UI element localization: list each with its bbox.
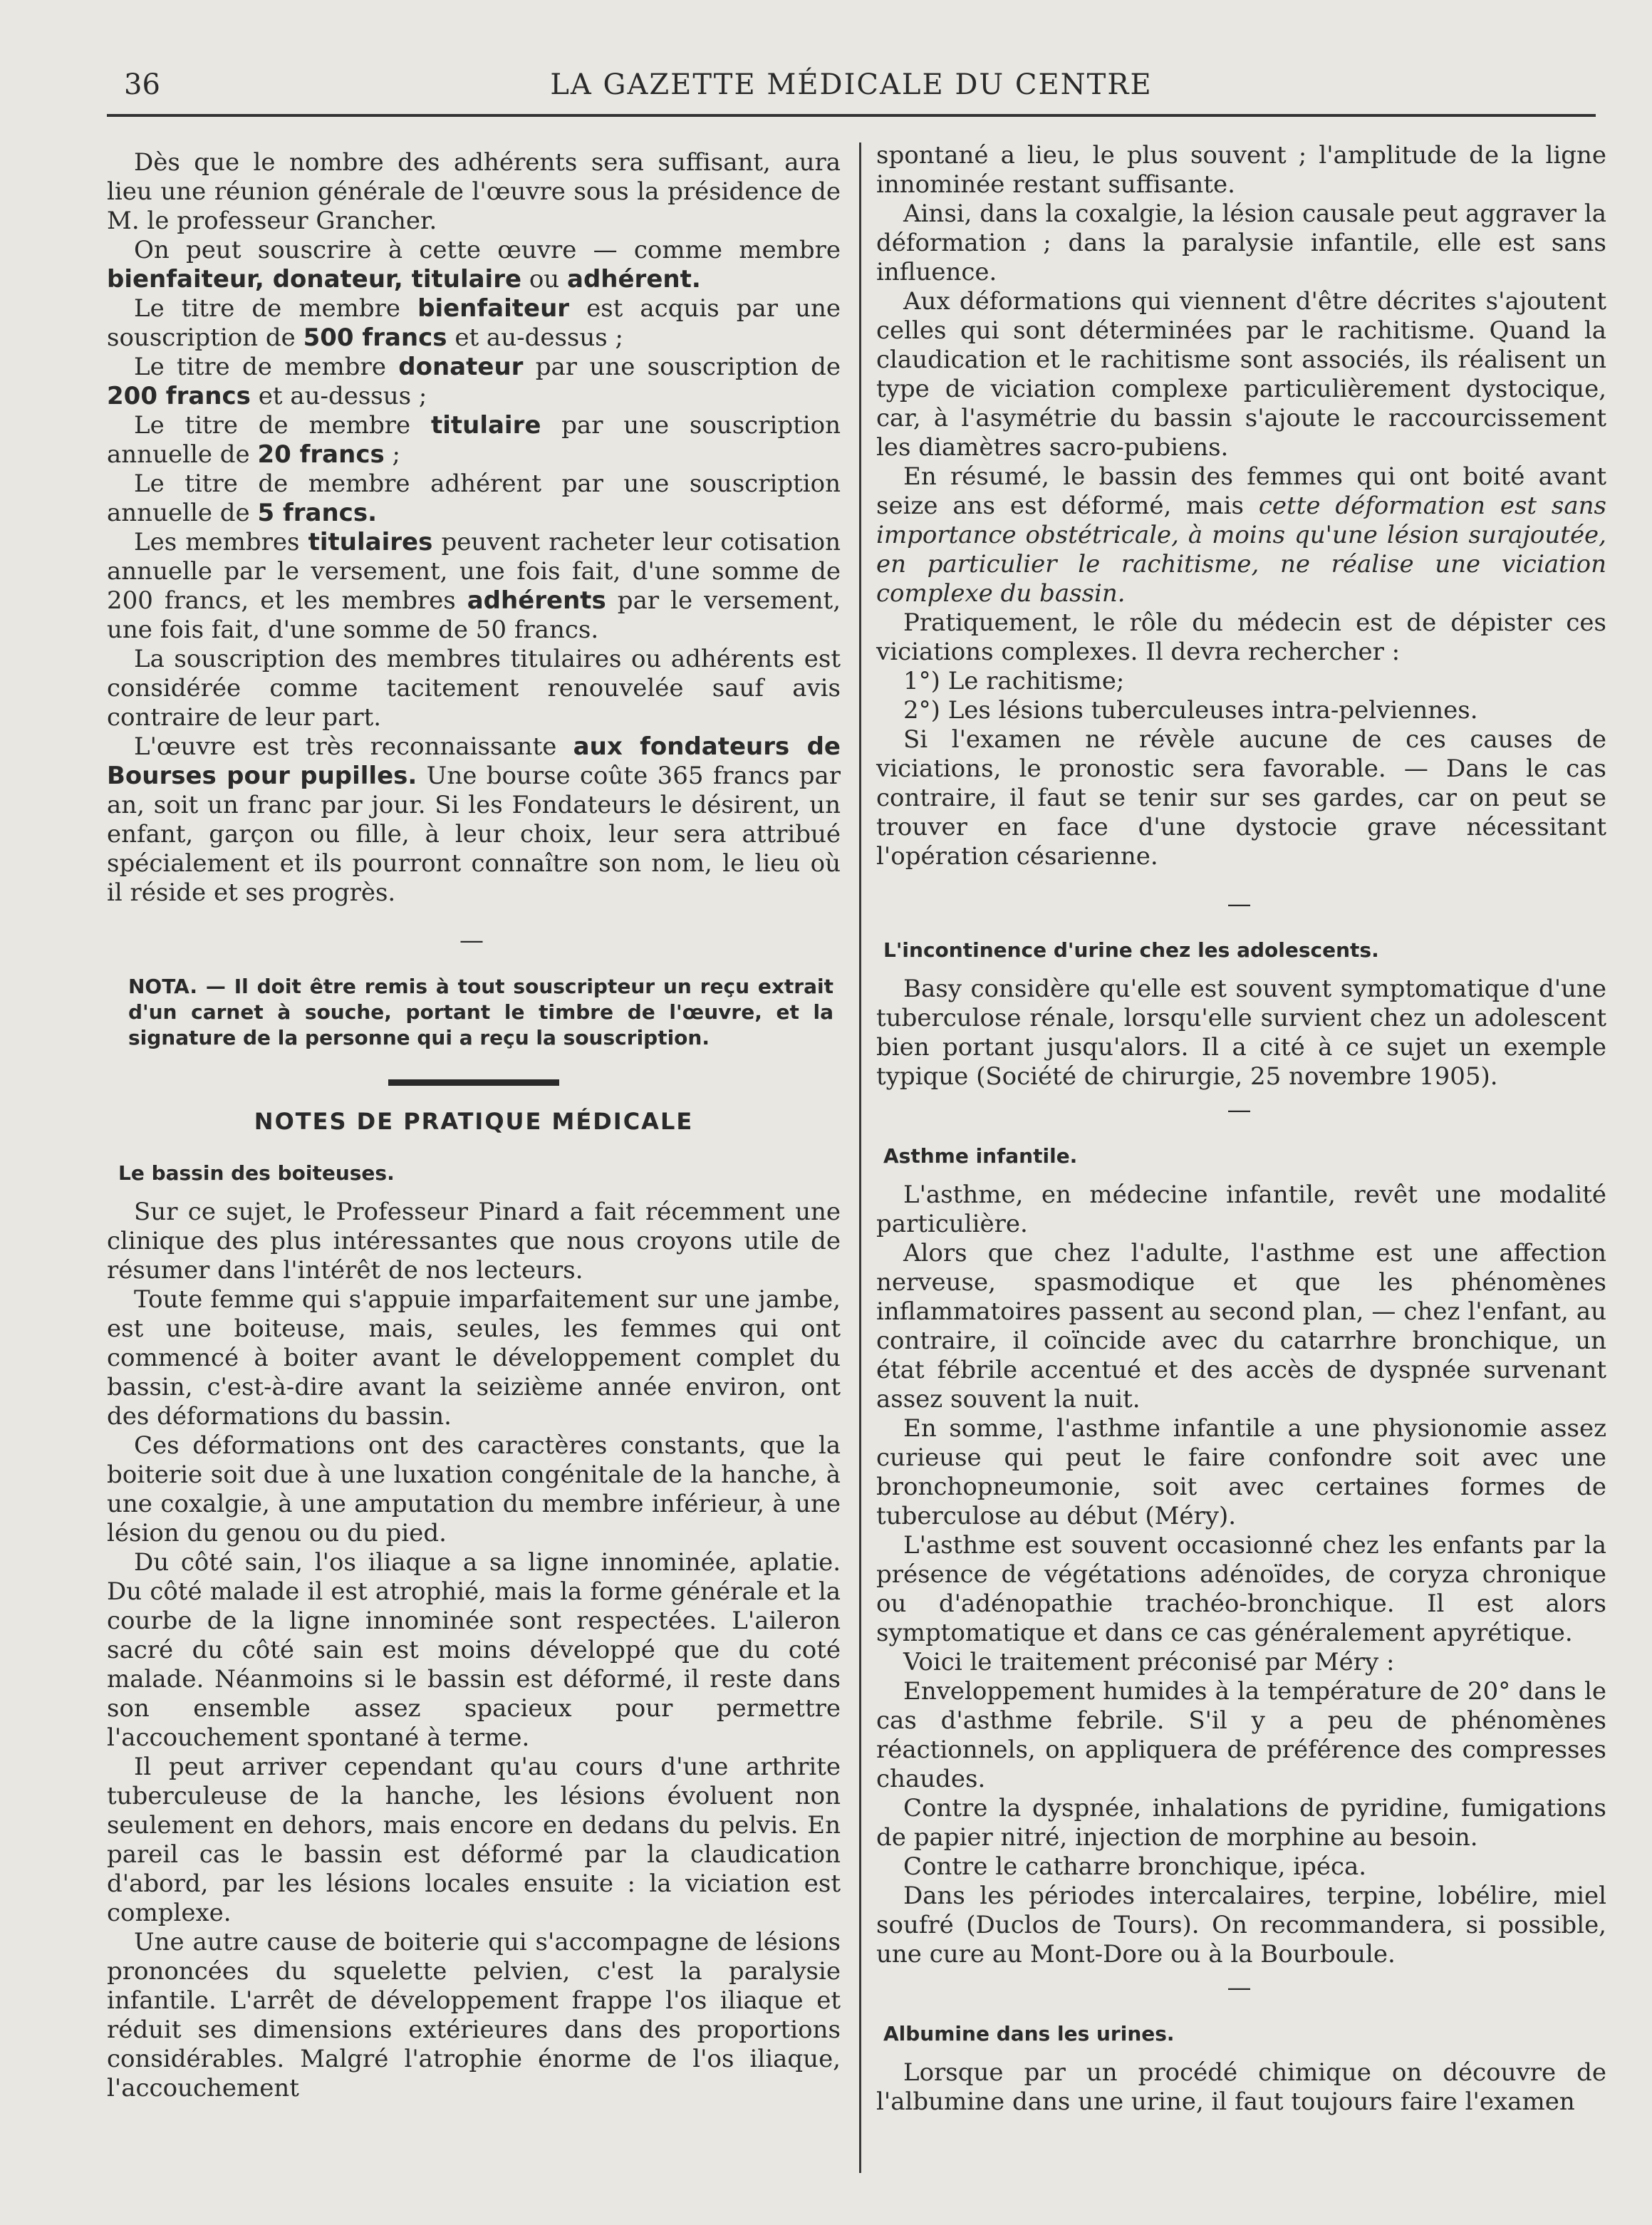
right-column [876, 141, 1606, 2117]
paragraph: L'asthme est souvent occasionné chez les enfants par la présence de végétations adénoïdes, de coryza chronique ou d'adénopathie trachéo-bronchique. Il est alors symptomatique et dans ce cas généralement apyrétique. [876, 1531, 1606, 1647]
header-rule [107, 114, 1596, 117]
thick-rule [388, 1079, 559, 1086]
paragraph: Le titre de membre bienfaiteur est acquis par une souscription de 500 francs et au-dessus ; [107, 294, 841, 352]
article-heading: Le bassin des boiteuses. [118, 1161, 395, 1185]
paragraph: Le titre de membre titulaire par une souscription annuelle de 20 francs ; [107, 411, 841, 469]
article-heading: Asthme infantile. [883, 1144, 1078, 1168]
journal-title: LA GAZETTE MÉDICALE DU CENTRE [550, 68, 1153, 101]
paragraph: Le titre de membre adhérent par une souscription annuelle de 5 francs. [107, 470, 841, 527]
paragraph: Alors que chez l'adulte, l'asthme est une affection nerveuse, spasmodique et que les phénomènes inflammatoires passent au second plan, — chez l'enfant, au contraire, il coïncide avec du catarrhre bronchique, un état fébrile accentué et des accès de dyspnée survenant assez souvent la nuit. [876, 1239, 1606, 1414]
paragraph: Toute femme qui s'appuie imparfaitement sur une jambe, est une boiteuse, mais, seules, les femmes qui ont commencé à boiter avant le développement complet du bassin, c'est-à-dire avant la seizième année environ, ont des déformations du bassin. [107, 1285, 841, 1431]
paragraph: En résumé, le bassin des femmes qui ont boité avant seize ans est déformé, mais cette déformation est sans importance obstétricale, à moins qu'une lésion surajoutée, en particulier le rachitisme, ne réalise une viciation complexe du bassin. [876, 462, 1606, 608]
list-item: 2°) Les lésions tuberculeuses intra-pelviennes. [903, 696, 1478, 725]
paragraph: Dès que le nombre des adhérents sera suffisant, aura lieu une réunion générale de l'œuvre sous la présidence de M. le professeur Grancher. [107, 148, 841, 235]
paragraph: Lorsque par un procédé chimique on découvre de l'albumine dans une urine, il faut toujours faire l'examen [876, 2058, 1606, 2116]
paragraph: Une autre cause de boiterie qui s'accompagne de lésions prononcées du squelette pelvien, c'est la paralysie infantile. L'arrêt de développement frappe l'os iliaque et réduit ses dimensions extérieures dans des proportions considérables. Malgré l'atrophie énorme de l'os iliaque, l'accouchement [107, 1928, 841, 2102]
paragraph: Aux déformations qui viennent d'être décrites s'ajoutent celles qui sont déterminées par le rachitisme. Quand la claudication et le rachitisme sont associés, ils réalisent un type de viciation complexe particulièrement dystocique, car, à l'asymétrie du bassin s'ajoute le raccourcissement les diamètres sacro-pubiens. [876, 287, 1606, 462]
separator-dash: — [459, 926, 488, 955]
paragraph: Voici le traitement préconisé par Méry : [903, 1648, 1395, 1676]
paragraph: L'asthme, en médecine infantile, revêt une modalité particulière. [876, 1181, 1606, 1238]
paragraph: On peut souscrire à cette œuvre — comme membre bienfaiteur, donateur, titulaire ou adhérent. [107, 236, 841, 294]
paragraph: La souscription des membres titulaires ou adhérents est considérée comme tacitement renouvelée sauf avis contraire de leur part. [107, 645, 841, 732]
nota-notice: NOTA. — Il doit être remis à tout souscripteur un reçu extrait d'un carnet à souche, portant le timbre de l'œuvre, et la signature de la personne qui a reçu la souscription. [128, 975, 833, 1049]
paragraph: Enveloppement humides à la température de 20° dans le cas d'asthme febrile. S'il y a peu de phénomènes réactionnels, on appliquera de préférence des compresses chaudes. [876, 1677, 1606, 1793]
paragraph: L'œuvre est très reconnaissante aux fondateurs de Bourses pour pupilles. Une bourse coûte 365 francs par an, soit un franc par jour. Si les Fondateurs le désirent, un enfant, garçon ou fille, à leur choix, leur sera attribué spécialement et ils pourront connaître son nom, le lieu où il réside et ses progrès. [107, 732, 841, 907]
paragraph: spontané a lieu, le plus souvent ; l'amplitude de la ligne innominée restant suffisante. [876, 141, 1606, 199]
column-divider [859, 142, 861, 2173]
paragraph: Ces déformations ont des caractères constants, que la boiterie soit due à une luxation congénitale de la hanche, à une coxalgie, à une amputation du membre inférieur, à une lésion du genou ou du pied. [107, 1431, 841, 1547]
page-number: 36 [124, 68, 160, 101]
article-heading: L'incontinence d'urine chez les adolescents. [883, 938, 1379, 962]
paragraph: Pratiquement, le rôle du médecin est de dépister ces viciations complexes. Il devra rechercher : [876, 608, 1606, 666]
left-column [107, 148, 841, 2103]
paragraph: Ainsi, dans la coxalgie, la lésion causale peut aggraver la déformation ; dans la paralysie infantile, elle est sans influence. [876, 199, 1606, 286]
list-item: 1°) Le rachitisme; [903, 667, 1125, 695]
paragraph: Le titre de membre donateur par une souscription de 200 francs et au-dessus ; [107, 353, 841, 410]
section-title: NOTES DE PRATIQUE MÉDICALE [254, 1108, 694, 1135]
paragraph: Il peut arriver cependant qu'au cours d'une arthrite tuberculeuse de la hanche, les lésions évoluent non seulement en dehors, mais encore en dedans du pelvis. En pareil cas le bassin est déformé par la claudication d'abord, par les lésions locales ensuite : la viciation est complexe. [107, 1753, 841, 1927]
paragraph: Dans les périodes intercalaires, terpine, lobélire, miel soufré (Duclos de Tours). On recommandera, si possible, une cure au Mont-Dore ou à la Bourboule. [876, 1882, 1606, 1969]
paragraph: Contre la dyspnée, inhalations de pyridine, fumigations de papier nitré, injection de morphine au besoin. [876, 1794, 1606, 1852]
article-heading: Albumine dans les urines. [883, 2022, 1175, 2045]
separator-dash: — [1227, 1974, 1256, 2002]
separator-dash: — [1227, 890, 1256, 918]
separator-dash: — [1227, 1096, 1256, 1124]
paragraph: Les membres titulaires peuvent racheter leur cotisation annuelle par le versement, une fois fait, d'une somme de 200 francs, et les membres adhérents par le versement, une fois fait, d'une somme de 50 francs. [107, 528, 841, 644]
paragraph: Du côté sain, l'os iliaque a sa ligne innominée, aplatie. Du côté malade il est atrophié, mais la forme générale et la courbe de la ligne innominée sont respectées. L'aileron sacré du côté sain est moins développé que du coté malade. Néanmoins si le bassin est déformé, il reste dans son ensemble assez spacieux pour permettre l'accouchement spontané à terme. [107, 1548, 841, 1752]
paragraph: Sur ce sujet, le Professeur Pinard a fait récemment une clinique des plus intéressantes que nous croyons utile de résumer dans l'intérêt de nos lecteurs. [107, 1198, 841, 1285]
paragraph: Contre le catharre bronchique, ipéca. [903, 1852, 1367, 1881]
paragraph: En somme, l'asthme infantile a une physionomie assez curieuse qui peut le faire confondre soit avec une bronchopneumonie, soit avec certaines formes de tuberculose au début (Méry). [876, 1414, 1606, 1530]
page-header [107, 64, 1596, 121]
paragraph: Si l'examen ne révèle aucune de ces causes de viciations, le pronostic sera favorable. — Dans le cas contraire, il faut se tenir sur ses gardes, car on peut se trouver en face d'une dystocie grave nécessitant l'opération césarienne. [876, 725, 1606, 871]
paragraph: Basy considère qu'elle est souvent symptomatique d'une tuberculose rénale, lorsqu'elle survient chez un adolescent bien portant jusqu'alors. Il a cité à ce sujet un exemple typique (Société de chirurgie, 25 novembre 1905). [876, 975, 1606, 1091]
